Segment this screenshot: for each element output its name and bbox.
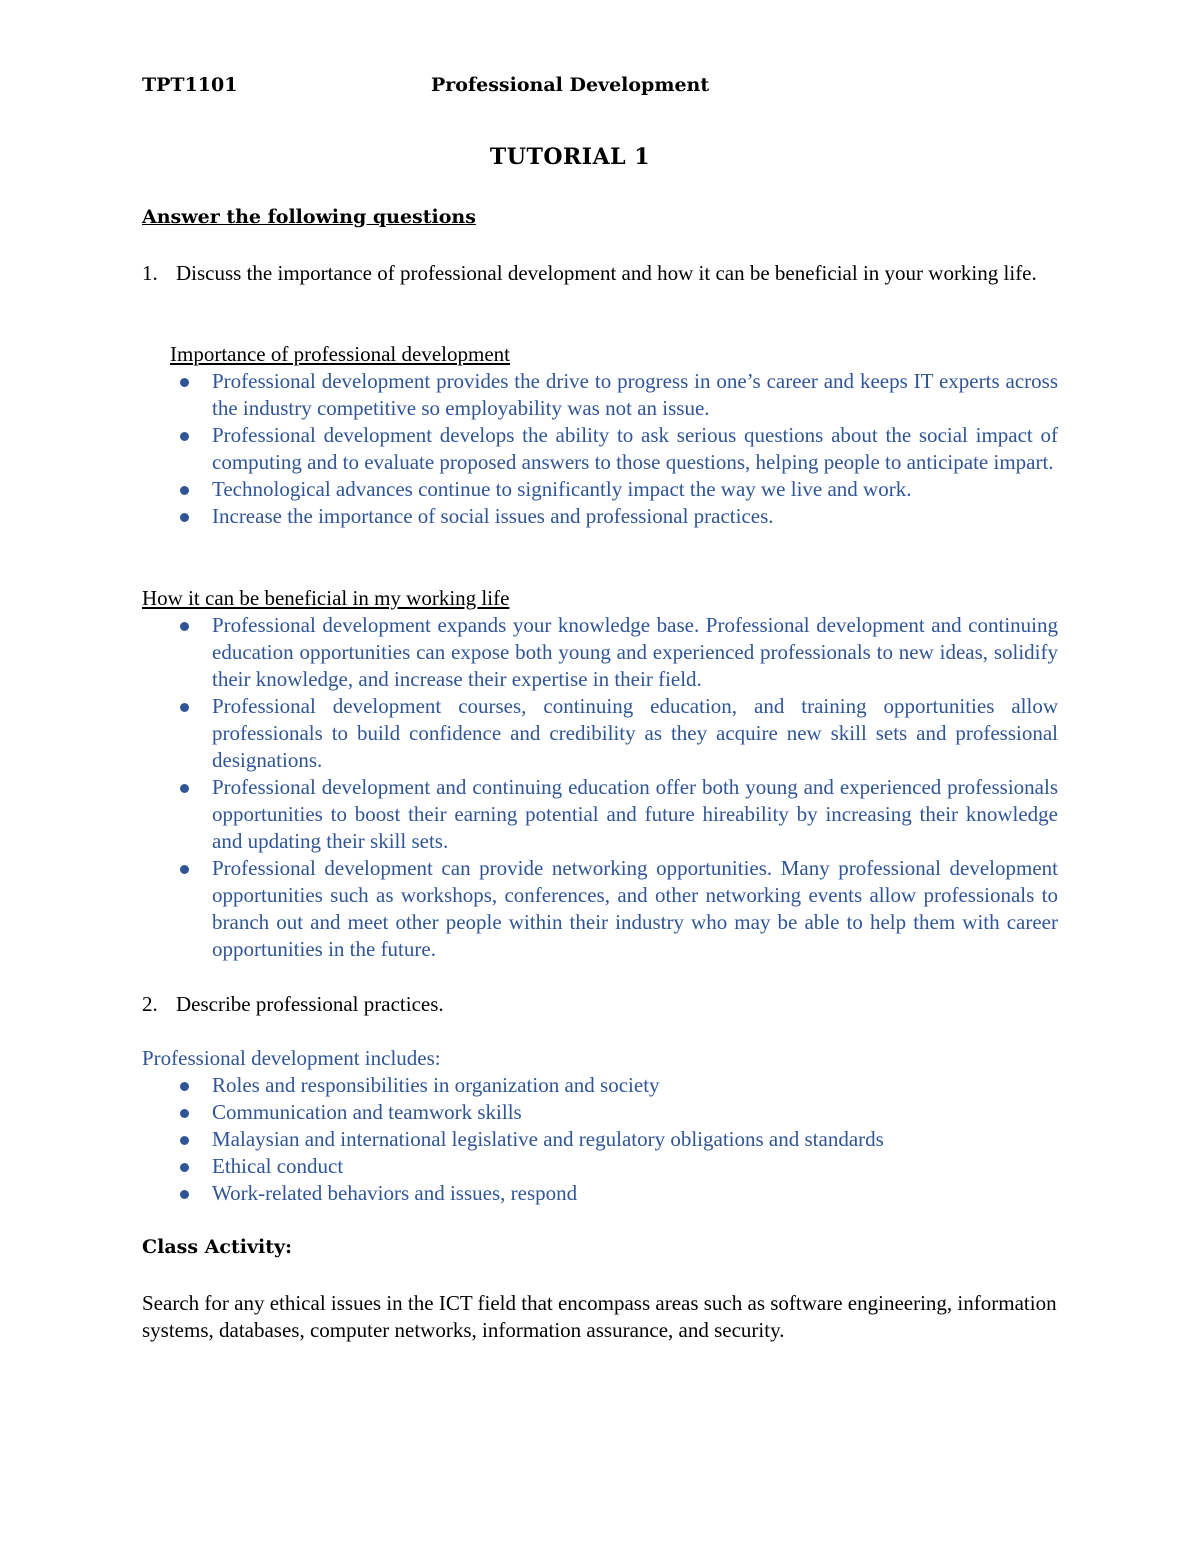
list-item: Professional development develops the ability to ask serious questions about the social impact of computing and to evaluate proposed answers to those questions, helping people to anticipate impart. bbox=[170, 422, 1058, 476]
bullet-icon bbox=[180, 784, 189, 793]
list-item: Ethical conduct bbox=[170, 1153, 1058, 1180]
bullet-icon bbox=[180, 1136, 189, 1145]
bullet-icon bbox=[180, 703, 189, 712]
question-1 bbox=[142, 260, 1060, 287]
bullet-icon bbox=[180, 378, 189, 387]
benefit-list bbox=[170, 612, 1058, 963]
list-item: Roles and responsibilities in organization and society bbox=[170, 1072, 1058, 1099]
list-item: Professional development and continuing education offer both young and experienced professionals opportunities to boost their earning potential and future hireability by increasing their knowledge and updating their skill sets. bbox=[170, 774, 1058, 855]
list-item: Professional development expands your knowledge base. Professional development and continuing education opportunities can expose both young and experienced professionals to new ideas, solidify their knowledge, and increase their expertise in their field. bbox=[170, 612, 1058, 693]
bullet-icon bbox=[180, 1082, 189, 1091]
bullet-icon bbox=[180, 432, 189, 441]
class-activity-text: Search for any ethical issues in the ICT field that encompass areas such as software engineering, information systems, databases, computer networks, information assurance, and security. bbox=[142, 1291, 1057, 1342]
course-code: TPT1101 bbox=[142, 74, 238, 96]
bullet-icon bbox=[180, 1190, 189, 1199]
importance-heading: Importance of professional development bbox=[170, 342, 510, 366]
page-title: TUTORIAL 1 bbox=[489, 144, 651, 170]
list-item: Communication and teamwork skills bbox=[170, 1099, 1058, 1126]
includes-list bbox=[170, 1072, 1058, 1207]
list-item: Professional development provides the drive to progress in one’s career and keeps IT experts across the industry competitive so employability was not an issue. bbox=[170, 368, 1058, 422]
question-number: 2. bbox=[142, 992, 158, 1016]
instruction-heading: Answer the following questions bbox=[142, 206, 476, 228]
importance-list bbox=[170, 368, 1058, 530]
question-text: Discuss the importance of professional development and how it can be beneficial in your working life. bbox=[176, 261, 1037, 285]
question-text: Describe professional practices. bbox=[176, 992, 444, 1016]
list-item: Work-related behaviors and issues, respond bbox=[170, 1180, 1058, 1207]
bullet-icon bbox=[180, 622, 189, 631]
list-item: Technological advances continue to significantly impact the way we live and work. bbox=[170, 476, 1058, 503]
list-item: Professional development can provide networking opportunities. Many professional development opportunities such as workshops, conferences, and other networking events allow professionals to branch out and meet other people within their industry who may be able to help them with career opportunities in the future. bbox=[170, 855, 1058, 963]
bullet-icon bbox=[180, 513, 189, 522]
course-name: Professional Development bbox=[431, 74, 710, 96]
benefit-heading: How it can be beneficial in my working life bbox=[142, 586, 510, 610]
page-header bbox=[142, 74, 1062, 102]
question-number: 1. bbox=[142, 261, 158, 285]
bullet-icon bbox=[180, 486, 189, 495]
includes-intro: Professional development includes: bbox=[142, 1046, 441, 1070]
list-item: Increase the importance of social issues and professional practices. bbox=[170, 503, 1058, 530]
list-item: Malaysian and international legislative and regulatory obligations and standards bbox=[170, 1126, 1058, 1153]
bullet-icon bbox=[180, 865, 189, 874]
list-item: Professional development courses, continuing education, and training opportunities allow professionals to build confidence and credibility as they acquire new skill sets and professional designations. bbox=[170, 693, 1058, 774]
bullet-icon bbox=[180, 1109, 189, 1118]
question-2 bbox=[142, 991, 1060, 1018]
bullet-icon bbox=[180, 1163, 189, 1172]
class-activity-heading: Class Activity: bbox=[142, 1236, 293, 1258]
